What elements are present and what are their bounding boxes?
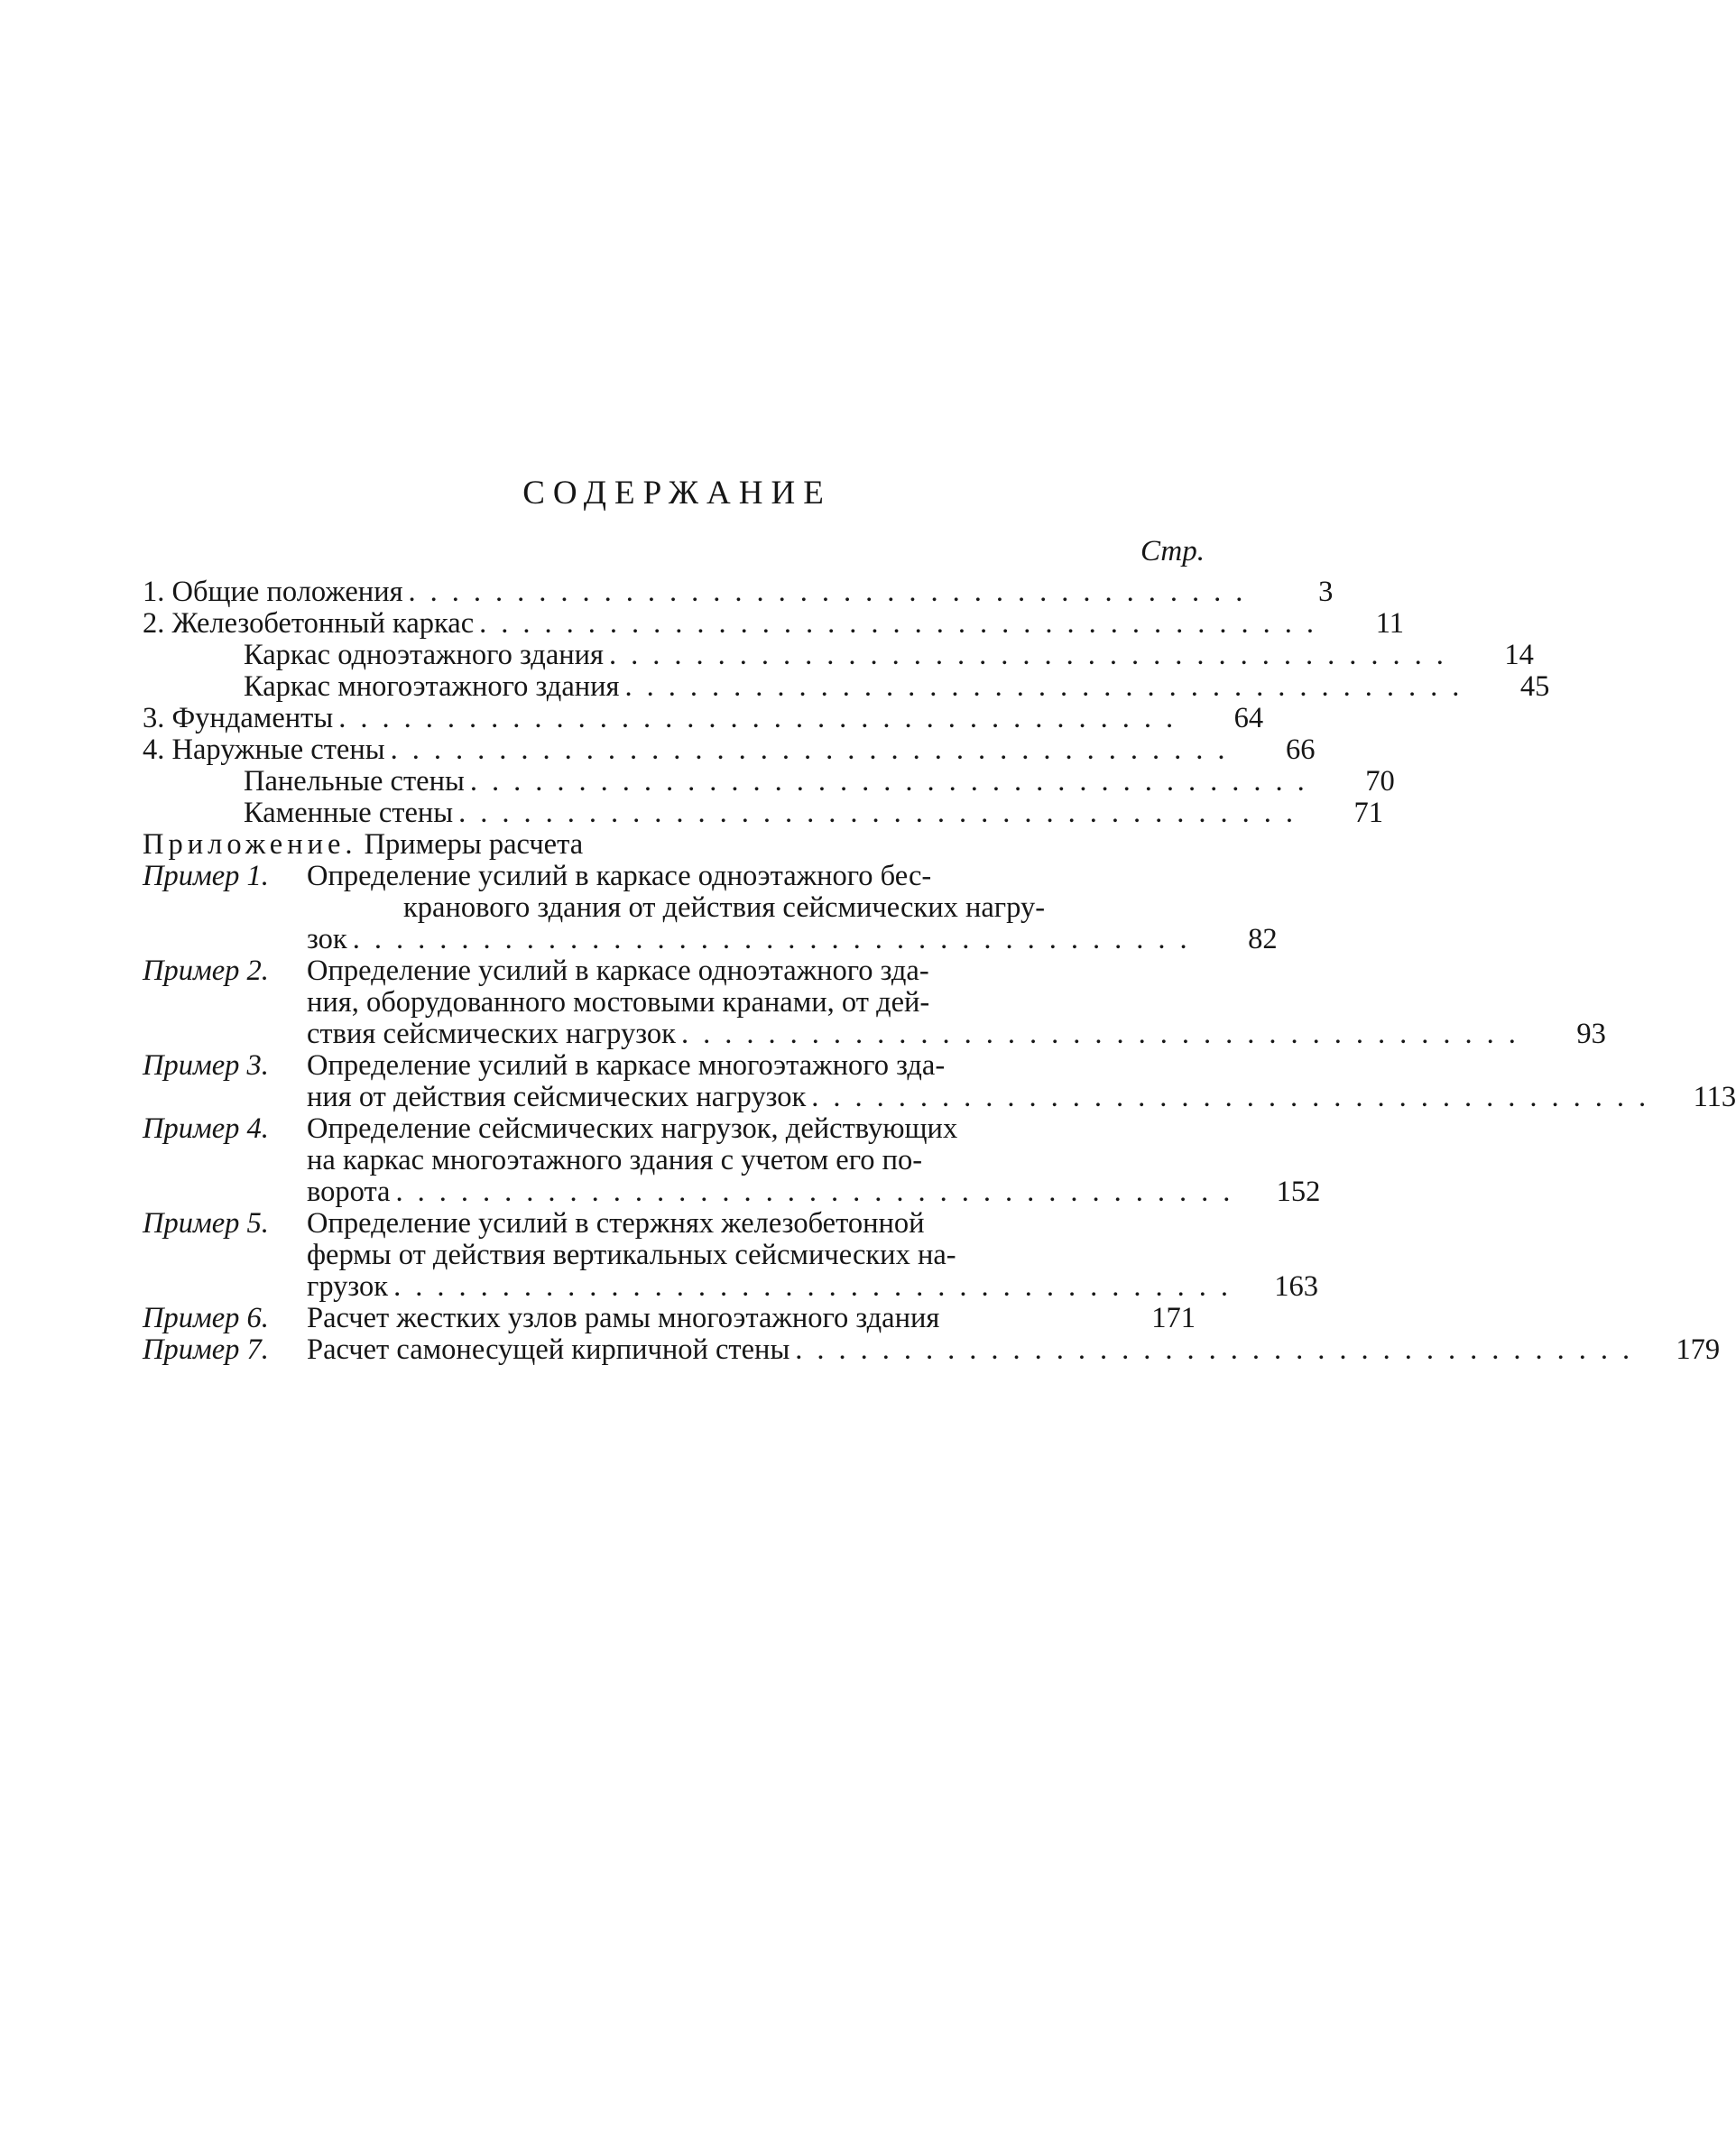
example-text-line: ния от действия сейсмических нагрузок	[307, 1081, 807, 1113]
toc-entry-page: 70	[1365, 765, 1395, 798]
example-text-line: Расчет жестких узлов рамы многоэтажного здания	[307, 1302, 940, 1334]
toc-entry	[143, 670, 1550, 703]
appendix-heading	[143, 829, 1196, 861]
leader-dots: .......................................	[395, 1176, 1245, 1208]
example-label: Пример 1.	[143, 860, 269, 892]
toc-entry-page: 45	[1519, 670, 1550, 703]
example-entry	[143, 1112, 1321, 1208]
toc-entry	[143, 733, 1316, 766]
example-page: 163	[1274, 1270, 1318, 1303]
toc-entry-text: 1. Общие положения	[143, 576, 403, 608]
leader-dots: .......................................	[458, 797, 1307, 829]
toc-entry	[143, 639, 1534, 671]
toc-entry	[143, 702, 1264, 734]
toc-entry-page: 66	[1285, 733, 1316, 766]
leader-dots: .......................................	[352, 923, 1202, 955]
example-text-line: Определение сейсмических нагрузок, действующих	[307, 1112, 958, 1145]
example-text-line: зок	[307, 923, 347, 955]
example-page: 171	[1151, 1302, 1196, 1334]
toc-entry	[143, 576, 1334, 608]
example-entry	[143, 955, 1606, 1050]
example-text-line: на каркас многоэтажного здания с учетом его по-	[307, 1144, 923, 1176]
example-page: 179	[1676, 1333, 1721, 1366]
example-page: 93	[1576, 1018, 1606, 1050]
example-entry	[143, 1049, 1736, 1113]
toc-entry-text: Каркас одноэтажного здания	[244, 639, 604, 671]
leader-dots: .......................................	[479, 607, 1329, 640]
toc-entry-text: 2. Железобетонный каркас	[143, 607, 475, 640]
leader-dots: .......................................	[624, 670, 1474, 703]
toc-entry-page: 3	[1318, 576, 1334, 608]
toc-entry-page: 11	[1375, 607, 1405, 640]
example-label: Пример 7.	[143, 1333, 269, 1366]
toc-entry-text: 4. Наружные стены	[143, 733, 385, 766]
page-column-label: Стр.	[1140, 535, 1205, 567]
leader-dots: .......................................	[795, 1333, 1645, 1366]
leader-dots: .......................................	[469, 765, 1319, 798]
example-text-line: грузок	[307, 1270, 389, 1303]
example-text-line: ворота	[307, 1176, 391, 1208]
leader-dots: .......................................	[609, 639, 1458, 671]
toc-entry-text: Каменные стены	[244, 797, 454, 829]
leader-dots: .......................................	[811, 1081, 1661, 1113]
example-entry	[143, 1207, 1318, 1303]
example-entry	[143, 1333, 1721, 1366]
example-label: Пример 5.	[143, 1207, 269, 1240]
toc-entry-page: 71	[1353, 797, 1383, 829]
example-entry	[143, 860, 1278, 955]
page-title: СОДЕРЖАНИЕ	[522, 475, 832, 512]
example-page: 152	[1276, 1176, 1321, 1208]
appendix-prefix: Приложение.	[143, 828, 357, 861]
example-text-line: Определение усилий в каркасе одноэтажного зда-	[307, 955, 929, 987]
toc-entry-text: 3. Фундаменты	[143, 702, 334, 734]
toc-entry-page: 64	[1233, 702, 1264, 734]
example-text-line: Определение усилий в каркасе одноэтажного бес-	[307, 860, 932, 892]
example-page: 82	[1248, 923, 1278, 955]
example-label: Пример 2.	[143, 955, 269, 987]
appendix-title: Примеры расчета	[364, 828, 584, 861]
toc-entry	[143, 607, 1405, 640]
example-text-line: ствия сейсмических нагрузок	[307, 1018, 676, 1050]
leader-dots: .......................................	[393, 1270, 1242, 1303]
leader-dots: .......................................	[680, 1018, 1530, 1050]
example-label: Пример 6.	[143, 1302, 269, 1334]
example-text-line: фермы от действия вертикальных сейсмических на-	[307, 1239, 956, 1271]
example-label: Пример 3.	[143, 1049, 269, 1082]
example-text-line: Определение усилий в каркасе многоэтажного зда-	[307, 1049, 946, 1082]
toc-entry	[143, 765, 1395, 798]
example-label: Пример 4.	[143, 1112, 269, 1145]
leader-dots: .......................................	[390, 733, 1240, 766]
example-text-line: ния, оборудованного мостовыми кранами, от дей-	[307, 986, 930, 1019]
toc-entry	[143, 797, 1383, 829]
leader-dots: .......................................	[338, 702, 1188, 734]
leader-dots: .......................................	[408, 576, 1258, 608]
toc-entry-page: 14	[1504, 639, 1534, 671]
toc-entry-text: Каркас многоэтажного здания	[244, 670, 620, 703]
example-text-line: Определение усилий в стержнях железобетонной	[307, 1207, 925, 1240]
toc-entry-text: Панельные стены	[244, 765, 465, 798]
example-entry	[143, 1303, 1196, 1334]
table-of-contents	[143, 576, 1736, 1366]
example-page: 113	[1693, 1081, 1736, 1113]
example-text-line: кранового здания от действия сейсмических нагру-	[403, 891, 1046, 924]
example-text-line: Расчет самонесущей кирпичной стены	[307, 1333, 790, 1366]
